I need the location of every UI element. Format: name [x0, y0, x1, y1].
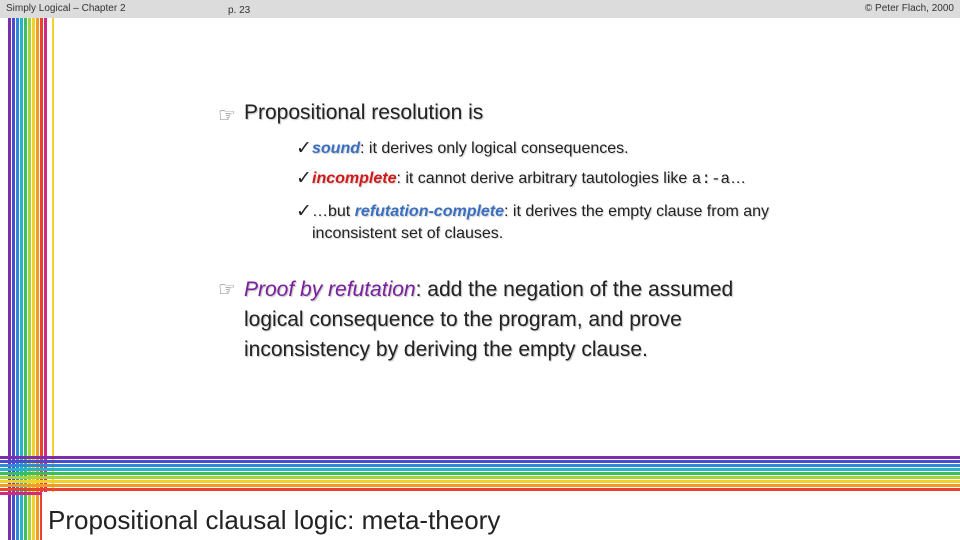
- term-sound: sound: [312, 140, 360, 157]
- slide-title: Propositional clausal logic: meta-theory: [48, 505, 501, 535]
- code-tautology: a:-a: [691, 170, 731, 188]
- checkmark-icon: ✓: [296, 168, 312, 189]
- item-sound: [312, 138, 629, 160]
- item-sound-text: : it derives only logical consequences.: [360, 140, 629, 157]
- term-incomplete: incomplete: [312, 170, 397, 187]
- item-refutation-line2: inconsistent set of clauses.: [312, 225, 504, 242]
- checkmark-icon: ✓: [296, 201, 312, 222]
- item-incomplete-text: : it cannot derive arbitrary tautologies like: [396, 170, 692, 187]
- item-incomplete: [312, 168, 746, 190]
- pointing-hand-icon: ☞: [218, 279, 236, 301]
- bullet-2: [244, 275, 733, 365]
- pointing-hand-icon: ☞: [218, 105, 236, 127]
- page-number: p. 23: [228, 5, 251, 16]
- chapter-label: Simply Logical – Chapter 2: [6, 3, 126, 14]
- bullet-1-intro: Propositional resolution is: [244, 101, 484, 124]
- bullet-2-line3: inconsistency by deriving the empty clause.: [244, 338, 648, 361]
- checkmark-icon: ✓: [296, 138, 312, 159]
- item-refutation-text: : it derives the empty clause from any: [504, 203, 770, 220]
- bullet-2-line1: : add the negation of the assumed: [415, 278, 734, 301]
- item-incomplete-suffix: …: [730, 170, 747, 187]
- copyright-label: © Peter Flach, 2000: [864, 3, 954, 14]
- term-refutation-complete: refutation-complete: [354, 203, 505, 220]
- item-refutation-lead: …but: [312, 203, 355, 220]
- bullet-2-line2: logical consequence to the program, and prove: [244, 308, 682, 331]
- item-refutation-complete: [312, 201, 769, 245]
- term-proof-by-refutation: Proof by refutation: [244, 278, 416, 301]
